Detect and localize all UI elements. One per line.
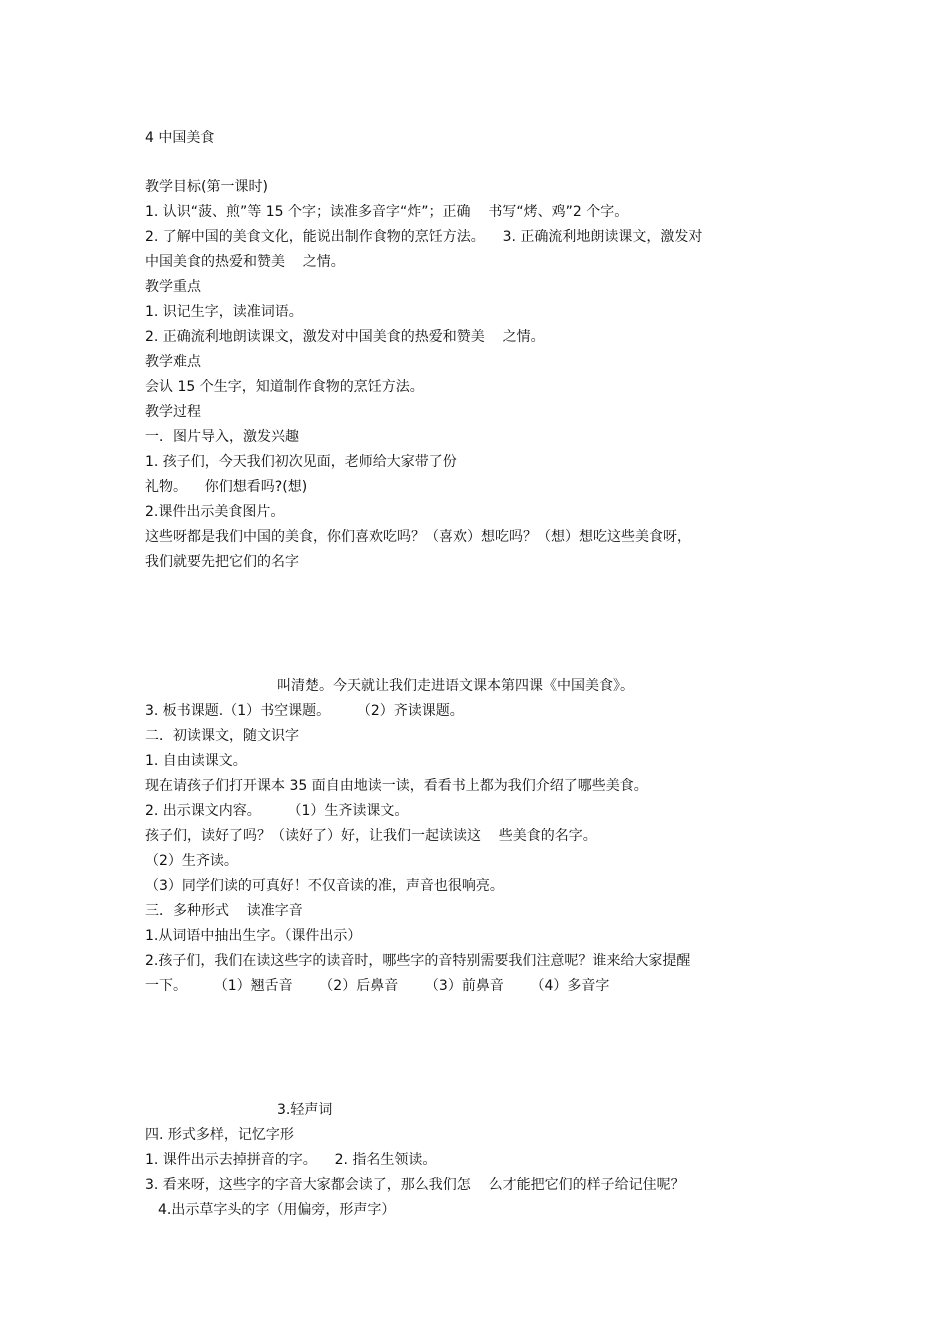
paragraph-line: 3. 板书课题.（1）书空课题。 （2）齐读课题。 (145, 703, 464, 719)
paragraph-line: （2）生齐读。 (145, 853, 238, 869)
paragraph-line: 2. 出示课文内容。 （1）生齐读课文。 (145, 803, 409, 819)
paragraph-line: 孩子们，读好了吗？（读好了）好，让我们一起读读这 些美食的名字。 (145, 828, 597, 844)
heading-key-points: 教学重点 (145, 279, 201, 295)
paragraph-line: 我们就要先把它们的名字 (145, 554, 299, 570)
document-title: 4 中国美食 (145, 130, 215, 146)
section-heading: 四. 形式多样，记忆字形 (145, 1127, 294, 1143)
paragraph-line: （3）同学们读的可真好！不仅音读的准，声音也很响亮。 (145, 878, 504, 894)
paragraph-line: 4.出示草字头的字（用偏旁，形声字） (158, 1202, 396, 1218)
heading-objectives: 教学目标(第一课时) (145, 179, 268, 195)
objective-line: 中国美食的热爱和赞美 之情。 (145, 254, 345, 270)
paragraph-line: 2.课件出示美食图片。 (145, 504, 285, 520)
paragraph-line: 叫清楚。今天就让我们走进语文课本第四课《中国美食》。 (277, 678, 634, 694)
paragraph-line: 3. 看来呀，这些字的字音大家都会读了，那么我们怎 么才能把它们的样子给记住呢？ (145, 1177, 685, 1193)
difficulty-line: 会认 15 个生字，知道制作食物的烹饪方法。 (145, 379, 424, 395)
section-heading: 三．多种形式 读准字音 (145, 903, 303, 919)
paragraph-line: 一下。 （1）翘舌音 （2）后鼻音 （3）前鼻音 （4）多音字 (145, 978, 610, 994)
objective-line: 1. 认识“菠、煎”等 15 个字；读准多音字“炸”；正确 书写“烤、鸡”2 个字。 (145, 204, 629, 220)
paragraph-line: 2.孩子们，我们在读这些字的读音时，哪些字的音特别需要我们注意呢？谁来给大家提醒 (145, 953, 691, 969)
heading-process: 教学过程 (145, 404, 201, 420)
paragraph-line: 礼物。 你们想看吗?(想) (145, 479, 308, 495)
paragraph-line: 3.轻声词 (277, 1102, 333, 1118)
paragraph-line: 1. 课件出示去掉拼音的字。 2. 指名生领读。 (145, 1152, 437, 1168)
paragraph-line: 现在请孩子们打开课本 35 面自由地读一读，看看书上都为我们介绍了哪些美食。 (145, 778, 648, 794)
key-point-line: 2. 正确流利地朗读课文，激发对中国美食的热爱和赞美 之情。 (145, 329, 545, 345)
section-heading: 二．初读课文，随文识字 (145, 728, 299, 744)
paragraph-line: 1. 自由读课文。 (145, 753, 247, 769)
paragraph-line: 1.从词语中抽出生字。（课件出示） (145, 928, 362, 944)
key-point-line: 1. 识记生字，读准词语。 (145, 304, 303, 320)
heading-difficulties: 教学难点 (145, 354, 201, 370)
paragraph-line: 这些呀都是我们中国的美食，你们喜欢吃吗？（喜欢）想吃吗？（想）想吃这些美食呀， (145, 529, 691, 545)
paragraph-line: 1. 孩子们，今天我们初次见面，老师给大家带了份 (145, 454, 457, 470)
objective-line: 2. 了解中国的美食文化，能说出制作食物的烹饪方法。 3. 正确流利地朗读课文，激发对 (145, 229, 703, 245)
section-heading: 一．图片导入，激发兴趣 (145, 429, 299, 445)
